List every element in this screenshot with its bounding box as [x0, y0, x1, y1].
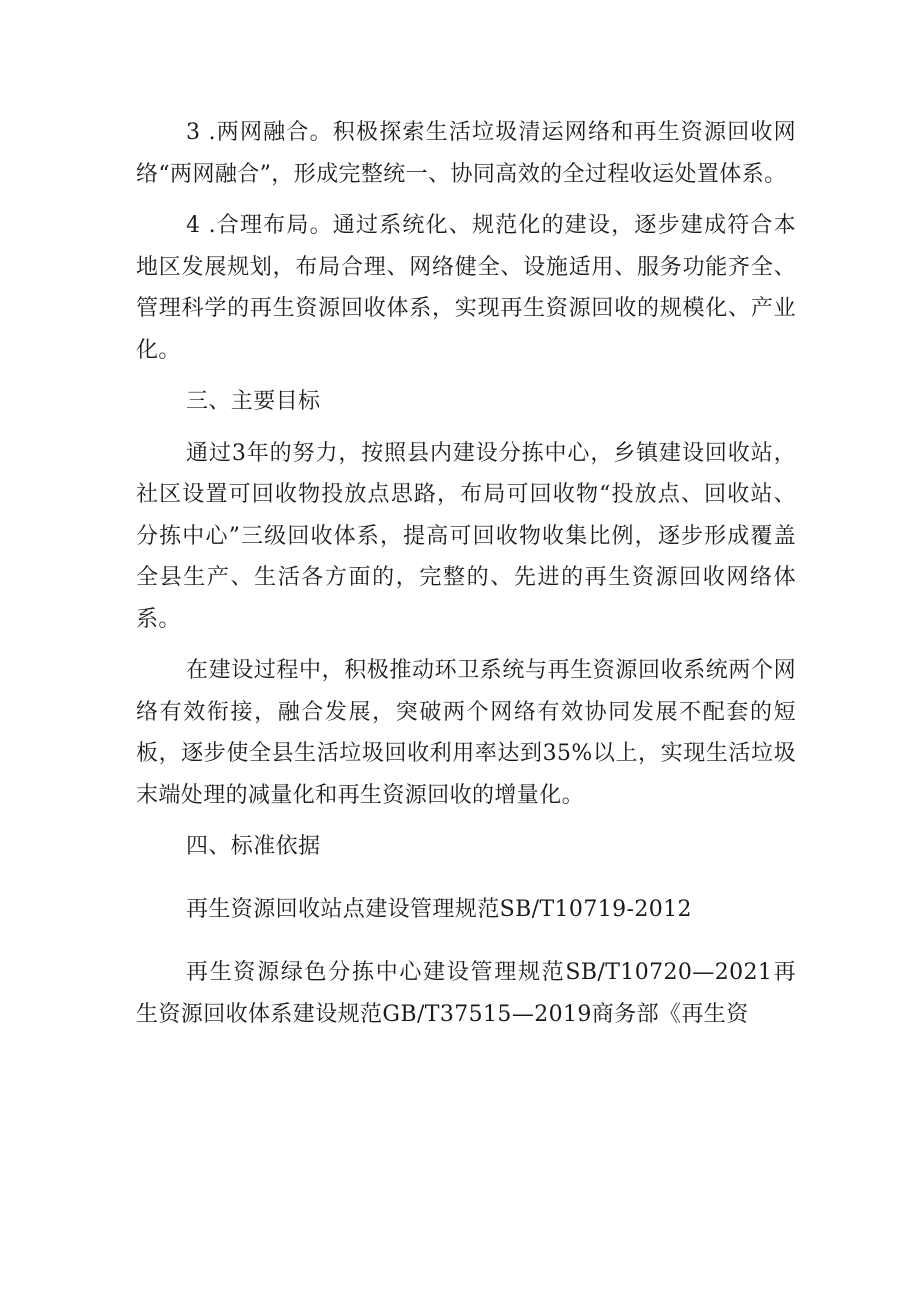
paragraph-standard-station: 再生资源回收站点建设管理规范SB/T10719-2012	[186, 896, 692, 922]
paragraph-rational-layout: 4 .合理布局。通过系统化、规范化的建设，逐步建成符合本地区发展规划，布局合理、网络健全、设施适用、服务功能齐全、管理科学的再生资源回收体系，实现再生资源回收的规模化、产业化。	[136, 213, 796, 363]
paragraph-goals-three-years: 通过3年的努力，按照县内建设分拣中心，乡镇建设回收站，社区设置可回收物投放点思路，布局可回收物“投放点、回收站、分拣中心”三级回收体系，提高可回收物收集比例，逐步形成覆盖全县生产、生活各方面的，完整的、先进的再生资源回收网络体系。	[136, 440, 796, 632]
paragraph-standard-sorting-center: 再生资源绿色分拣中心建设管理规范SB/T10720—2021再生资源回收体系建设规范GB/T37515—2019商务部《再生资	[136, 960, 796, 1027]
document-body	[136, 112, 796, 1035]
section-heading-main-goals: 三、主要目标	[186, 389, 321, 414]
paragraph-goals-construction: 在建设过程中，积极推动环卫系统与再生资源回收系统两个网络有效衔接，融合发展，突破两个网络有效协同发展不配套的短板，逐步使全县生活垃圾回收利用率达到35%以上，实现生活垃圾末端处理的减量化和再生资源回收的增量化。	[136, 658, 796, 808]
paragraph-two-network-integration: 3 .两网融合。积极探索生活垃圾清运网络和再生资源回收网络“两网融合”，形成完整统一、协同高效的全过程收运处置体系。	[136, 120, 796, 187]
section-heading-standards: 四、标准依据	[186, 834, 321, 859]
